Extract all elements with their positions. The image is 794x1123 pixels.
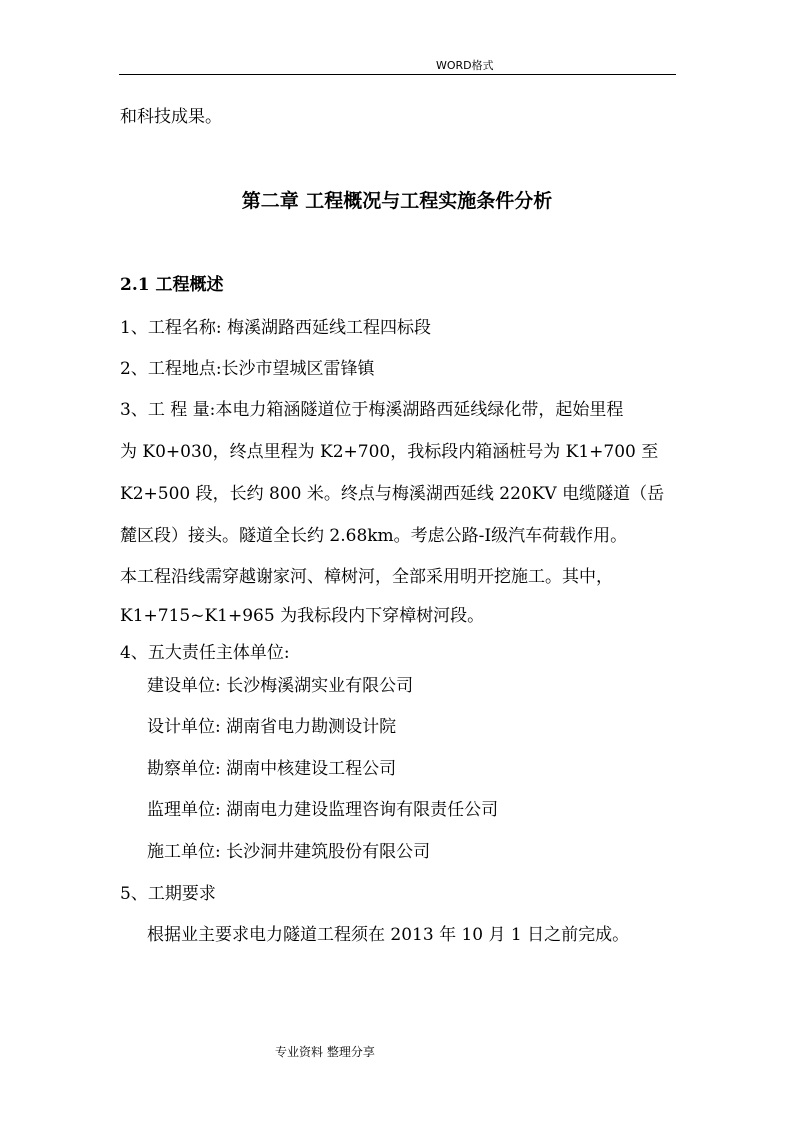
construction-unit-line: 建设单位: 长沙梅溪湖实业有限公司 xyxy=(147,676,414,696)
project-quantity-line: K1+715~K1+965 为我标段内下穿樟树河段。 xyxy=(120,606,485,626)
project-location-item: 2、工程地点:长沙市望城区雷锋镇 xyxy=(120,359,375,379)
project-quantity-line: 为 K0+030，终点里程为 K2+700，我标段内箱涵桩号为 K1+700 至 xyxy=(120,442,659,462)
schedule-heading: 5、工期要求 xyxy=(120,884,216,904)
project-quantity-line: 麓区段）接头。隧道全长约 2.68km。考虑公路-Ⅰ级汽车荷载作用。 xyxy=(120,526,628,546)
intro-tail-text: 和科技成果。 xyxy=(120,107,222,127)
survey-unit-line: 勘察单位: 湖南中核建设工程公司 xyxy=(147,759,397,779)
page-header: WORD格式 xyxy=(436,59,494,72)
supervision-unit-line: 监理单位: 湖南电力建设监理咨询有限责任公司 xyxy=(147,800,499,820)
project-name-item: 1、工程名称: 梅溪湖路西延线工程四标段 xyxy=(120,318,431,338)
project-quantity-line: 本工程沿线需穿越谢家河、樟树河，全部采用明开挖施工。其中， xyxy=(120,567,613,587)
builder-unit-line: 施工单位: 长沙洞井建筑股份有限公司 xyxy=(147,842,431,862)
design-unit-line: 设计单位: 湖南省电力勘测设计院 xyxy=(147,717,397,737)
project-quantity-line: 3、工 程 量:本电力箱涵隧道位于梅溪湖路西延线绿化带，起始里程 xyxy=(120,400,624,420)
schedule-text: 根据业主要求电力隧道工程须在 2013 年 10 月 1 日之前完成。 xyxy=(147,925,630,945)
page-footer: 专业资料 整理分享 xyxy=(275,1045,375,1059)
header-rule xyxy=(119,74,676,75)
responsible-units-heading: 4、五大责任主体单位: xyxy=(120,643,290,663)
section-title: 2.1 工程概述 xyxy=(120,275,224,295)
project-quantity-line: K2+500 段，长约 800 米。终点与梅溪湖西延线 220KV 电缆隧道（岳 xyxy=(120,484,665,504)
chapter-title: 第二章 工程概况与工程实施条件分析 xyxy=(241,190,553,212)
